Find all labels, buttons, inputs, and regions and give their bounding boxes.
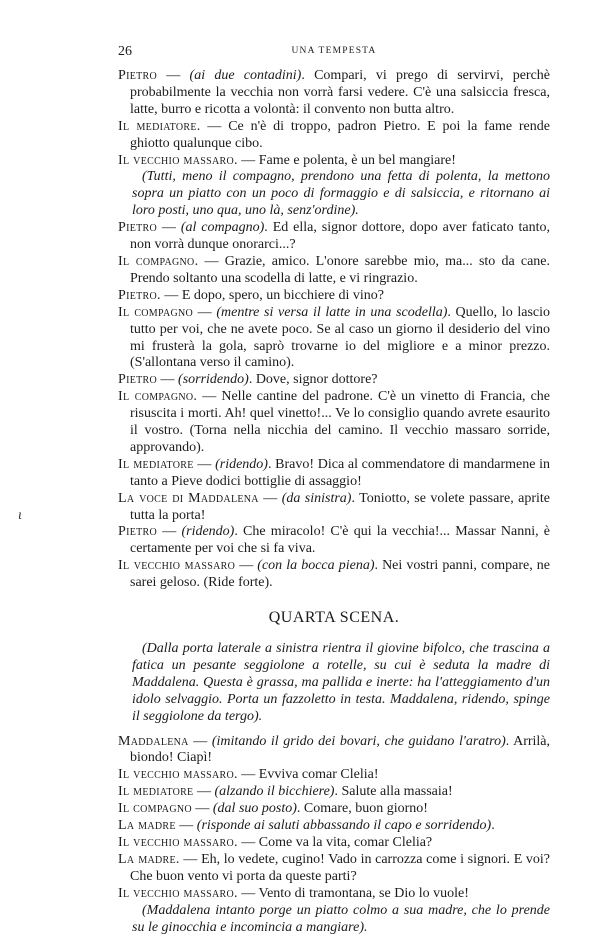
- speaker-name: Il vecchio massaro: [118, 558, 236, 574]
- speech-text: . Compari, vi prego di servirvi, perchè probabilmente la vecchia non vorrà farsi vedere. C'è una salsiccia fresca, latte, burro e ricotta a volontà: il convento non butta altro.: [130, 68, 551, 117]
- speaker-name: Pietro: [118, 524, 158, 540]
- speaker-name: Il compagno.: [118, 389, 198, 405]
- speech-text: . Bravo! Dica al commendatore di mandarmene in tanto a Pieve dodici bottiglie di assaggio!: [130, 456, 551, 489]
- speaker-name: Il compagno: [118, 304, 194, 320]
- play-text: [118, 68, 550, 936]
- dash-separator: —: [198, 253, 225, 269]
- inline-direction: (risponde ai saluti abbassando il capo e sorridendo): [196, 818, 492, 834]
- scene-four: [118, 734, 550, 936]
- stage-direction: (Tutti, meno il compagno, prendono una fetta di polenta, la mettono sopra un piatto con un poco di formaggio e di salsiccia, e ritornano ai loro posti, uno qua, uno là, senz'ordine).: [132, 169, 550, 219]
- speaker-name: La madre: [118, 818, 176, 834]
- speech-text: Grazie, amico. L'onore sarebbe mio, ma... sto da cane. Prendo soltanto una scodella di latte, e vi ringrazio.: [130, 253, 551, 286]
- dash-separator: —: [157, 220, 181, 236]
- inline-direction: (sorridendo): [178, 372, 249, 388]
- stage-direction: (Maddalena intanto porge un piatto colmo a sua madre, che lo prende su le ginocchia e incomincia a mangiare).: [132, 902, 550, 935]
- speaker-name: Il vecchio massaro.: [118, 885, 238, 901]
- speaker-name: Il mediatore: [118, 784, 194, 800]
- dash-separator: —: [235, 558, 258, 574]
- dash-separator: —: [160, 287, 182, 303]
- speech-text: . Salute alla massaia!: [334, 784, 453, 800]
- speaker-name: La madre.: [118, 851, 180, 867]
- speaker-name: La voce di Maddalena: [118, 490, 259, 506]
- inline-direction: (mentre si versa il latte in una scodella): [216, 304, 448, 320]
- speech-text: . Arrilà, biondo! Ciapì!: [130, 733, 551, 766]
- inline-direction: (alzando il bicchiere): [214, 784, 335, 800]
- speech-text: Evviva comar Clelia!: [258, 767, 379, 783]
- speaker-name: Pietro: [118, 68, 158, 83]
- speech-text: . Ed ella, signor dottore, dopo aver faticato tanto, non vorrà dunque onorarci...?: [130, 220, 550, 253]
- speech-line: [118, 852, 550, 886]
- speech-text: . Che miracolo! C'è qui la vecchia!... Massar Nanni, è certamente per voi che si fa viva.: [130, 524, 551, 557]
- dash-separator: —: [157, 524, 182, 540]
- dash-separator: —: [175, 818, 197, 834]
- dash-separator: —: [193, 784, 215, 800]
- speech-text: . Nei vostri panni, compare, ne sarei geloso. (Ride forte).: [130, 558, 550, 591]
- speech-line: [118, 801, 550, 818]
- inline-direction: (con la bocca piena): [257, 558, 375, 574]
- speech-line: [118, 818, 550, 835]
- inline-direction: (ridendo): [215, 456, 268, 472]
- speech-line: [118, 558, 550, 592]
- speaker-name: Il vecchio massaro.: [118, 152, 238, 168]
- speech-line: [118, 835, 550, 852]
- dash-separator: —: [188, 733, 212, 749]
- dash-separator: —: [237, 885, 259, 901]
- speech-text: Eh, lo vedete, cugino! Vado in carrozza come i signori. E voi? Che buon vento vi porta da queste parti?: [130, 851, 551, 884]
- inline-direction: (ai due contadini): [189, 68, 302, 83]
- speech-text: Fame e polenta, è un bel mangiare!: [258, 152, 456, 168]
- speech-line: [118, 68, 550, 119]
- dash-separator: —: [193, 304, 217, 320]
- inline-direction: (al compagno): [180, 220, 265, 236]
- speech-text: . Dove, signor dottore?: [248, 372, 378, 388]
- speech-line: [118, 734, 550, 768]
- dash-separator: —: [258, 490, 282, 506]
- dash-separator: —: [237, 152, 259, 168]
- speech-text: .: [491, 818, 495, 834]
- dash-separator: —: [237, 767, 259, 783]
- speech-line: [118, 119, 550, 153]
- speaker-name: Il compagno: [118, 801, 192, 817]
- speaker-name: Pietro: [118, 220, 158, 236]
- inline-direction: (da sinistra): [281, 490, 352, 506]
- speech-line: [118, 886, 550, 903]
- speaker-name: Il mediatore.: [118, 118, 201, 134]
- dash-separator: —: [191, 801, 213, 817]
- dash-separator: —: [237, 834, 259, 850]
- running-title: UNA TEMPESTA: [291, 46, 377, 56]
- dash-separator: —: [197, 389, 222, 405]
- dash-separator: —: [193, 456, 216, 472]
- speech-line: [118, 254, 550, 288]
- scene-title: QUARTA SCENA.: [268, 609, 400, 627]
- dash-separator: —: [157, 68, 190, 83]
- speech-text: . Comare, buon giorno!: [296, 801, 428, 817]
- speech-line: [118, 784, 550, 801]
- dash-separator: —: [179, 851, 202, 867]
- stage-direction: (Dalla porta laterale a sinistra rientra il giovine bifolco, che trascina a fatica un pesante seggiolone a rotelle, su cui è seduta la madre di Maddalena. Questa è grassa, ma pallida e inerte: ha l'atteggiamento d'un idolo selvaggio. Porta un fazzoletto in testa. Maddalena, ridendo, spinge il seggiolone da tergo).: [132, 641, 550, 724]
- scene-three-continuation: [118, 68, 550, 592]
- speaker-name: Il compagno.: [118, 253, 199, 269]
- speech-line: [118, 288, 550, 305]
- speaker-name: Pietro.: [118, 287, 161, 303]
- speech-line: [118, 372, 550, 389]
- speech-text: . Quello, lo lascio tutto per voi, che ne avete poco. Se al caso un giorno il desiderio del vino mi frusterà la gola, saprò trovarne io del migliore e a minor prezzo. (S'allontana verso il camino).: [130, 304, 550, 371]
- speech-text: Come va la vita, comar Clelia?: [258, 834, 433, 850]
- speech-text: E dopo, spero, un bicchiere di vino?: [181, 287, 384, 303]
- speech-text: Vento di tramontana, se Dio lo vuole!: [258, 885, 469, 901]
- dash-separator: —: [157, 372, 179, 388]
- speech-line: [118, 524, 550, 558]
- speech-line: [118, 491, 550, 525]
- speech-line: [118, 767, 550, 784]
- page-number: 26: [118, 44, 132, 59]
- speech-line: [118, 305, 550, 373]
- speech-line: [118, 389, 550, 457]
- speech-line: [118, 153, 550, 170]
- inline-direction: (dal suo posto): [212, 801, 297, 817]
- page-header: [118, 44, 550, 62]
- margin-mark: ι: [18, 508, 22, 523]
- speech-line: [118, 220, 550, 254]
- speaker-name: Il mediatore: [118, 456, 194, 472]
- speaker-name: Maddalena: [118, 733, 189, 749]
- speech-text: . Toniotto, se volete passare, aprite tutta la porta!: [130, 490, 551, 523]
- dash-separator: —: [200, 118, 229, 134]
- inline-direction: (ridendo): [181, 524, 235, 540]
- speaker-name: Il vecchio massaro.: [118, 834, 238, 850]
- speech-text: Ce n'è di troppo, padron Pietro. E poi la fame rende ghiotto qualunque cibo.: [130, 118, 550, 151]
- speech-line: [118, 457, 550, 491]
- inline-direction: (imitando il grido dei bovari, che guidano l'aratro): [211, 733, 506, 749]
- speech-text: Nelle cantine del padrone. C'è un vinetto di Francia, che risuscita i morti. Ah! quel vinetto!... Ve lo consiglio quando avrete esaurito il vostro. (Torna nella nicchia del camino. Il vecchio massaro sorride, approvando).: [130, 389, 551, 455]
- speaker-name: Il vecchio massaro.: [118, 767, 238, 783]
- speaker-name: Pietro: [118, 372, 158, 388]
